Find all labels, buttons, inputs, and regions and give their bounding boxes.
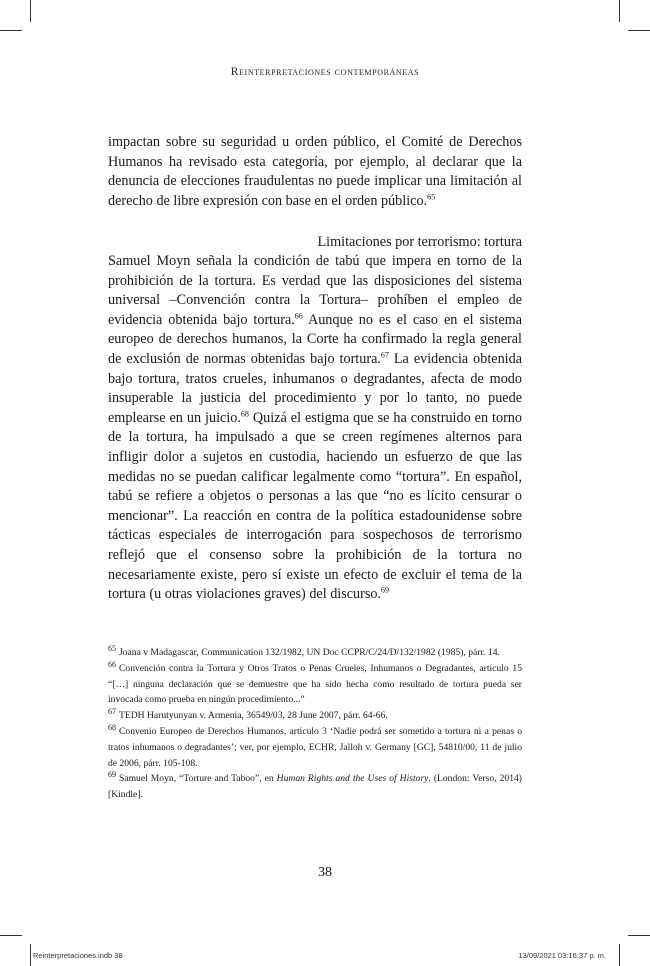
footnote-number: 65 (108, 643, 116, 653)
footnotes (108, 645, 522, 803)
footnote-65 (108, 645, 522, 661)
footnote-68 (108, 724, 522, 771)
page-number: 38 (318, 865, 332, 880)
crop-mark-bottom-right-v (619, 944, 620, 966)
footnote-text: Convención contra la Tortura y Otros Tratos o Penas Crueles, Inhumanos o Degradantes, artículo 15 “[…] ninguna declaración que se demuestre que ha sido hecha como resultado de tortura pueda ser invocada como prueba en ningún procedimiento...” (108, 662, 522, 706)
footnote-text: Joana v Madagascar, Communication 132/1982, UN Doc CCPR/C/24/D/132/1982 (1985), párr. 14. (119, 647, 500, 658)
footnote-69 (108, 771, 522, 803)
crop-mark-bottom-left-h (0, 935, 22, 936)
crop-mark-top-left-h (0, 30, 22, 31)
slug-file-name: Reinterpretaciones.indb 38 (33, 951, 123, 960)
body-paragraph-2 (108, 252, 522, 605)
footnote-ref-67[interactable]: 67 (380, 350, 389, 360)
footnote-67 (108, 708, 522, 724)
section-heading: Limitaciones por terrorismo: tortura (317, 234, 522, 250)
footnote-text: Convenio Europeo de Derechos Humanos, artículo 3 ‘Nadie podrá ser sometido a tortura ni a penas o tratos inhumanos o degradantes’; ver, por ejemplo, ECHR, Jalloh v. Germany [GC], 54810/00, 11 de julio de 2006, párr. 105-108. (108, 725, 522, 769)
footnote-text: TEDH Harutyunyan v. Armenia, 36549/03, 28 June 2007, párr. 64-66. (119, 710, 388, 722)
paragraph-text: impactan sobre su seguridad u orden público, el Comité de Derechos Humanos ha revisado esta categoría, por ejemplo, al declarar que la denuncia de elecciones fraudulentas no puede implicar una limitación al derecho de libre expresión con base en el orden público. (108, 134, 522, 209)
crop-mark-top-right-v (619, 0, 620, 22)
footnote-number: 68 (108, 722, 116, 732)
footnote-ref-68[interactable]: 68 (240, 409, 249, 419)
crop-mark-top-left-v (30, 0, 31, 22)
footnote-number: 67 (108, 707, 116, 716)
running-head: Reinterpretaciones contemporáneas (230, 66, 420, 78)
footnote-number: 66 (108, 659, 116, 669)
footnote-text: Samuel Moyn, “Torture and Taboo”, en (119, 773, 277, 785)
paragraph-text-segment: Quizá el estigma que se ha construido en torno de la tortura, ha impulsado a que se creen regímenes alternos para infligir dolor a sujetos en custodia, haciendo un esfuerzo de que las medidas no se puedan calificar legalmente como “tortura”. En español, tabú se refiere a objetos o personas a las que “no es lícito censurar o mencionar”. La reacción en contra de la política estadounidense sobre tácticas especiales de interrogación para sospechosos de terrorismo reflejó que el consenso sobre la prohibición de la tortura no necesariamente existe, pero sí existe un efecto de excluir el tema de la tortura (u otras violaciones graves) del discurso. (108, 409, 522, 603)
paragraph-text-segment: Samuel Moyn señala la condición de tabú que impera en torno de la prohibición de la tortura. Es verdad que las disposiciones del sistema universal –Convención contra la Tortura– prohíben el empleo de evidencia obtenida bajo tortura. (108, 253, 522, 328)
crop-mark-bottom-right-h (628, 935, 650, 936)
paragraph-text-segment: La evidencia obtenida bajo tortura, tratos crueles, inhumanos o degradantes, afecta de modo insuperable la justicia del procedimiento y por lo tanto, no puede emplearse en un juicio. (108, 350, 523, 426)
footnote-ref-69[interactable]: 69 (381, 585, 390, 595)
footnote-ref-66[interactable]: 66 (294, 311, 303, 321)
footnote-text: , (London: Verso, 2014) [Kindle]. (108, 773, 522, 801)
footnote-number: 69 (108, 770, 116, 780)
footnote-ref-65[interactable]: 65 (427, 192, 436, 202)
slug-timestamp: 13/09/2021 03:16:37 p. m. (518, 951, 606, 960)
crop-mark-top-right-h (628, 30, 650, 31)
paragraph-text-segment: Aunque no es el caso en el sistema europeo de derechos humanos, la Corte ha confirmado la regla general de exclusión de normas obtenidas bajo tortura. (108, 311, 523, 367)
footnote-66 (108, 661, 522, 708)
book-title: Human Rights and the Uses of History (276, 773, 429, 785)
crop-mark-bottom-left-v (30, 944, 31, 966)
body-paragraph-1 (108, 133, 522, 211)
